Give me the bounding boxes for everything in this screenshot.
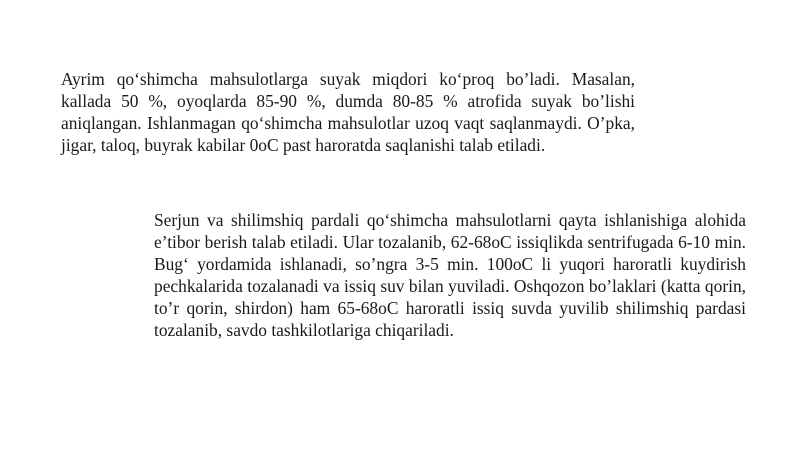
paragraph-processing: Serjun va shilimshiq pardali qo‘shimcha mahsulotlarni qayta ishlanishiga alohida e’tibor berish talab etiladi. Ular tozalanib, 62-68oC issiqlikda sentrifugada 6-10 min. Bug‘ yordamida ishlanadi, so’ngra 3-5 min. 100oC li yuqori haroratli kuydirish pechkalarida tozalanadi va issiq suv bilan yuviladi. Oshqozon bo’laklari (katta qorin, to’r qorin, shirdon) ham 65-68oC haroratli issiq suvda yuvilib shilimshiq pardasi tozalanib, savdo tashkilotlariga chiqariladi. — [154, 210, 746, 340]
paragraph-storage: Ayrim qo‘shimcha mahsulotlarga suyak miqdori ko‘proq bo’ladi. Masalan, kallada 50 %, oyoqlarda 85-90 %, dumda 80-85 % atrofida suyak bo’lishi aniqlangan. Ishlanmagan qo‘shimcha mahsulotlar uzoq vaqt saqlanmaydi. O’pka, jigar, taloq, buyrak kabilar 0oC past haroratda saqlanishi talab etiladi. — [61, 69, 635, 155]
